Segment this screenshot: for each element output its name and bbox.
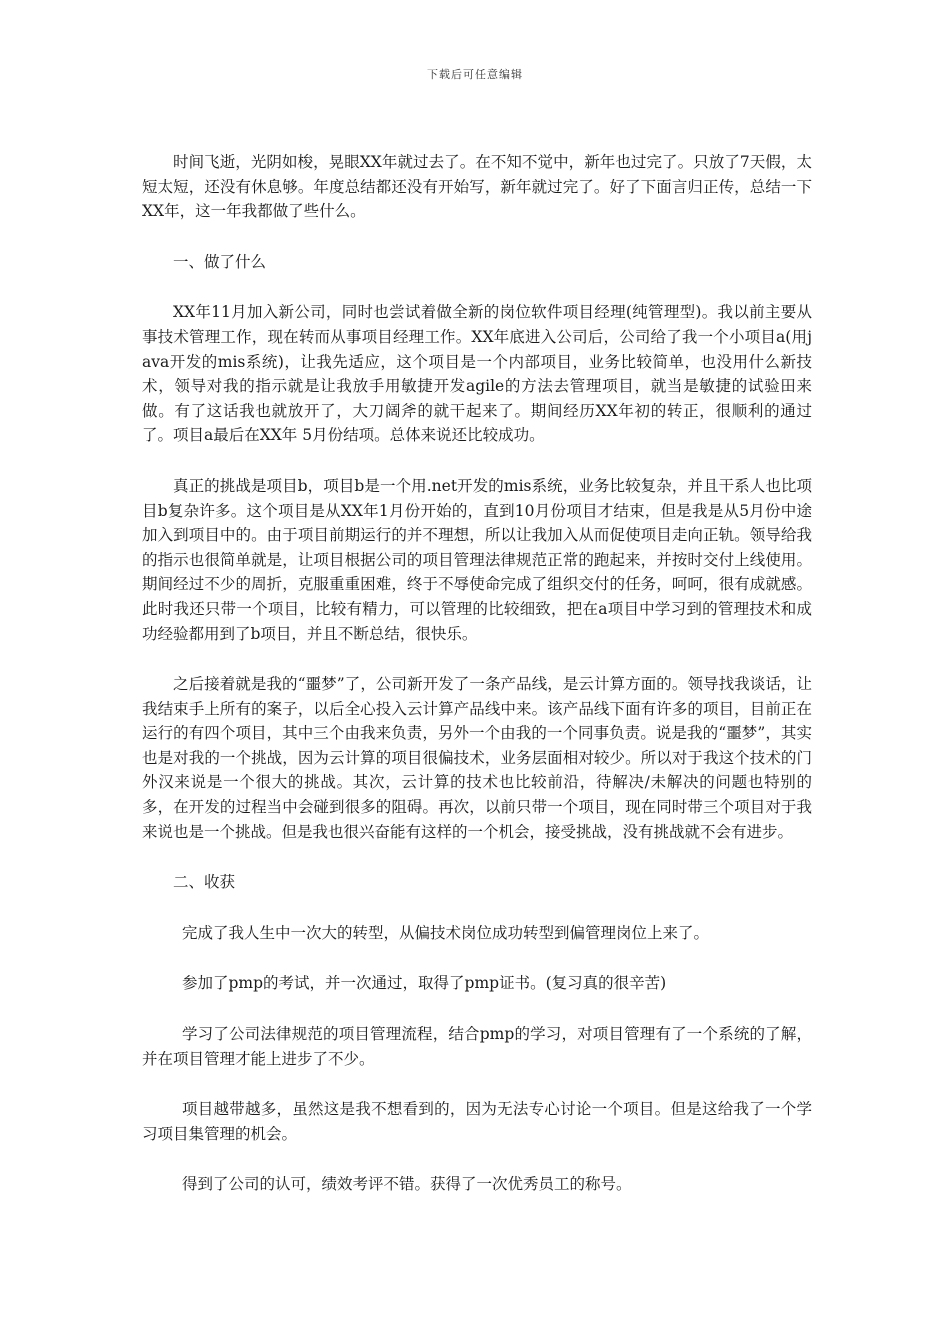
section-heading-1: 一、做了什么 [173,252,267,271]
spacer [142,1146,812,1172]
spacer [142,646,812,672]
section2-paragraph-5: 得到了公司的认可，绩效考评不错。获得了一次优秀员工的称号。 [182,1175,632,1194]
section1-paragraph-3: 之后接着就是我的“噩梦”了，公司新开发了一条产品线，是云计算方面的。领导找我谈话，让我结束手上所有的案子，以后全心投入云计算产品线中来。该产品线下面有许多的项目，目前正在运行的有四个项目，其中三个由我来负责，另外一个由我的一个同事负责。说是我的“噩梦”，其实也是对我的一个挑战，因为云计算的项目很偏技术，业务层面相对较少。所以对于我这个技术的门外汉来说是一个很大的挑战。其次，云计算的技术也比较前沿，待解决/未解决的问题也特别的多，在开发的过程当中会碰到很多的阻碍。再次，以前只带一个项目，现在同时带三个项目对于我来说也是一个挑战。但是我也很兴奋能有这样的一个机会，接受挑战，没有挑战就不会有进步。 [142,675,812,841]
section2-paragraph-1: 完成了我人生中一次大的转型，从偏技术岗位成功转型到偏管理岗位上来了。 [182,923,710,942]
document-body [142,150,812,1197]
spacer [142,844,812,870]
page-header-note: 下载后可任意编辑 [427,68,523,81]
section1-paragraph-1: XX年11月加入新公司，同时也尝试着做全新的岗位软件项目经理(纯管理型)。我以前主要从事技术管理工作，现在转而从事项目经理工作。XX年底进入公司后，公司给了我一个小项目a(用java开发的mis系统)，让我先适应，这个项目是一个内部项目，业务比较简单，也没用什么新技术，领导对我的指示就是让我放手用敏捷开发agile的方法去管理项目，就当是敏捷的试验田来做。有了这话我也就放开了，大刀阔斧的就干起来了。期间经历XX年初的转正，很顺利的通过了。项目a最后在XX年 5月份结项。总体来说还比较成功。 [142,303,812,445]
section2-paragraph-4: 项目越带越多，虽然这是我不想看到的，因为无法专心讨论一个项目。但是这给我了一个学习项目集管理的机会。 [142,1100,812,1143]
section-heading-2: 二、收获 [173,873,236,892]
section2-paragraph-2: 参加了pmp的考试，并一次通过，取得了pmp证书。(复习真的很辛苦) [182,974,667,993]
spacer [142,996,812,1022]
spacer [142,1071,812,1097]
spacer [142,448,812,474]
intro-paragraph: 时间飞逝，光阴如梭，晃眼XX年就过去了。在不知不觉中，新年也过完了。只放了7天假，太短太短，还没有休息够。年度总结都还没有开始写，新年就过完了。好了下面言归正传，总结一下XX年，这一年我都做了些什么。 [142,153,812,221]
spacer [142,895,812,921]
section2-paragraph-3: 学习了公司法律规范的项目管理流程，结合pmp的学习，对项目管理有了一个系统的了解，并在项目管理才能上进步了不少。 [142,1025,812,1068]
spacer [142,274,812,300]
spacer [142,224,812,250]
section1-paragraph-2: 真正的挑战是项目b，项目b是一个用.net开发的mis系统，业务比较复杂，并且干系人也比项目b复杂许多。这个项目是从XX年1月份开始的，直到10月份项目才结束，但是我是从5月份中途加入到项目中的。由于项目前期运行的并不理想，所以让我加入从而促使项目走向正轨。领导给我的指示也很简单就是，让项目根据公司的项目管理法律规范正常的跑起来，并按时交付上线使用。期间经过不少的周折，克服重重困难，终于不辱使命完成了组织交付的任务，呵呵，很有成就感。此时我还只带一个项目，比较有精力，可以管理的比较细致，把在a项目中学习到的管理技术和成功经验都用到了b项目，并且不断总结，很快乐。 [142,476,812,643]
spacer [142,945,812,971]
